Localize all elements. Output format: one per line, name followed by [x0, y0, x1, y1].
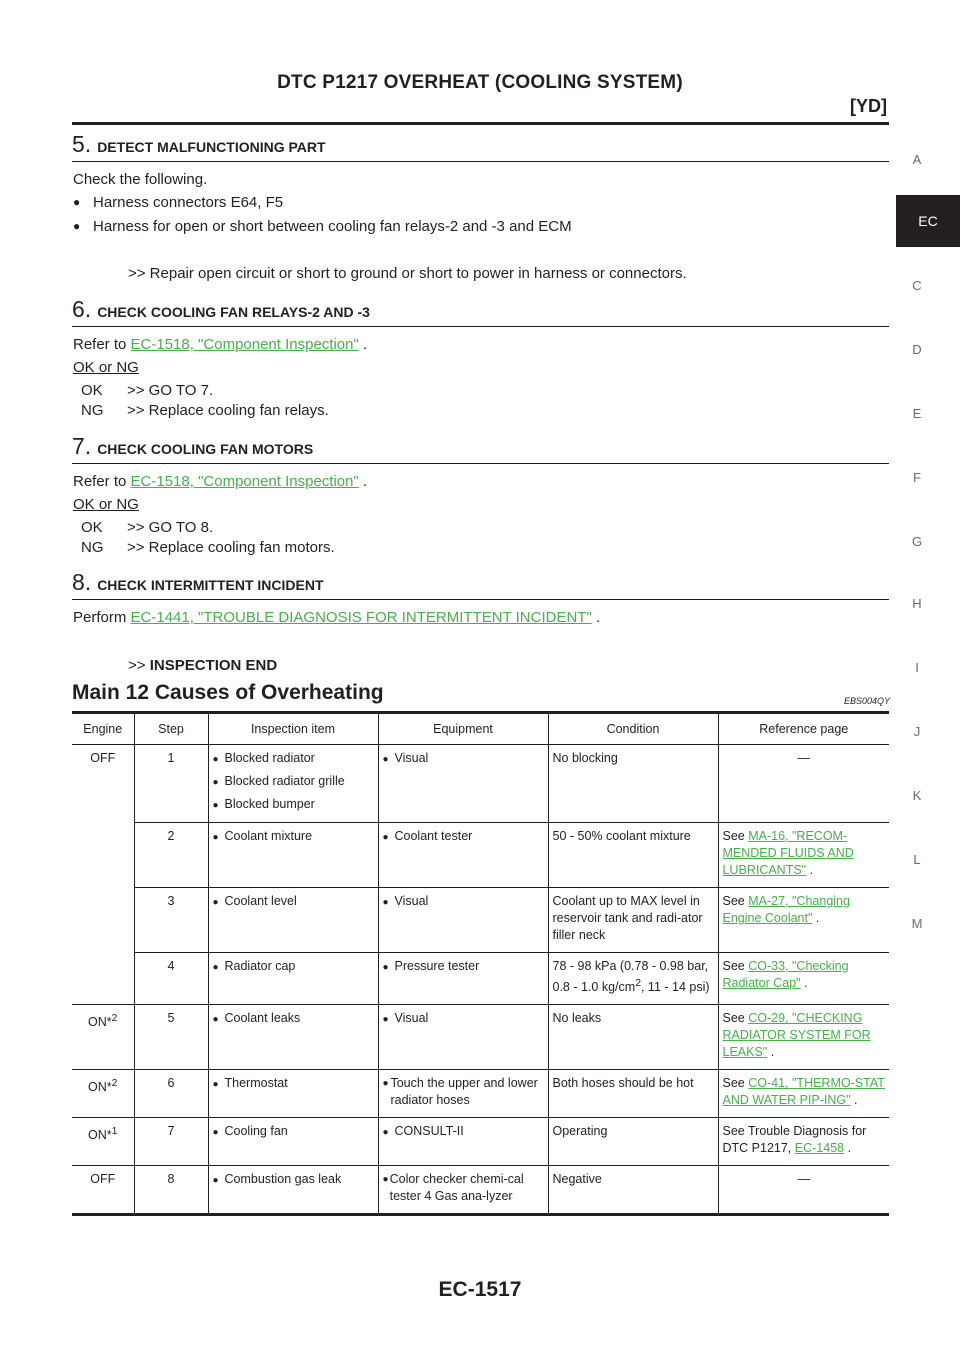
- bullet-icon: ●: [382, 1127, 389, 1139]
- step-7-ng-result: NG >> Replace cooling fan motors.: [81, 539, 335, 556]
- engine-cell: ON*$^2$: [72, 1005, 134, 1070]
- bullet-icon: ●: [212, 1127, 219, 1139]
- step-8-rule: [72, 599, 889, 600]
- step-5-heading: 5. DETECT MALFUNCTIONING PART: [72, 131, 326, 157]
- step-5-result: >> Repair open circuit or short to ground or short to power in harness or connectors.: [128, 265, 687, 282]
- bullet-icon: ●: [212, 1175, 219, 1187]
- step-7-ok-result: OK >> GO TO 8.: [81, 519, 214, 536]
- bullet-icon: ●: [382, 754, 389, 765]
- step-6-ng-result: NG >> Replace cooling fan relays.: [81, 402, 329, 419]
- link-ma-27[interactable]: MA-27, "Changing Engine Coolant": [722, 894, 850, 925]
- bullet-icon: ●: [212, 962, 219, 973]
- col-inspection-item: Inspection item: [208, 714, 378, 745]
- step-7-refer: Refer to EC-1518, "Component Inspection" .: [73, 473, 368, 490]
- link-ma-16[interactable]: MA-16, "RECOM-MENDED FLUIDS AND LUBRICANTS": [722, 829, 854, 877]
- step-6-rule: [72, 326, 889, 327]
- table-header-row: [72, 714, 889, 745]
- step-8-heading: 8. CHECK INTERMITTENT INCIDENT: [72, 569, 324, 595]
- table-row: 2 ● Coolant mixture ● Coolant tester 50 - 50% coolant mixture See MA-16, "RECOM-MENDED FLUIDS AND LUBRICANTS" .: [72, 823, 889, 888]
- bullet-icon: ●: [73, 195, 81, 209]
- step-6-heading: 6. CHECK COOLING FAN RELAYS-2 AND -3: [72, 296, 370, 322]
- side-index-j[interactable]: J: [913, 724, 921, 739]
- link-ec-1518-relays[interactable]: EC-1518, "Component Inspection": [130, 336, 359, 353]
- link-ec-1518-motors[interactable]: EC-1518, "Component Inspection": [130, 473, 359, 490]
- side-index-a[interactable]: A: [912, 152, 922, 167]
- side-index-g[interactable]: G: [911, 534, 923, 549]
- table-row: ON*$^2$ 6 ● Thermostat ● Touch the upper and lower radiator hoses Both hoses should be hot See CO-41, "THERMO-STAT AND WATER PIP-ING" .: [72, 1070, 889, 1118]
- col-engine: Engine: [72, 714, 134, 745]
- table-row: 4 ● Radiator cap ● Pressure tester 78 - 98 kPa (0.78 - 0.98 bar, 0.8 - 1.0 $kg/cm^2$, 11 - 14 psi) See CO-33, "Checking Radiator Cap" .: [72, 953, 889, 1005]
- link-ec-1458[interactable]: EC-1458: [794, 1141, 845, 1156]
- step-6-ok-or-ng: OK or NG: [73, 359, 139, 376]
- side-index-h[interactable]: H: [912, 596, 922, 611]
- page-header-title: DTC P1217 OVERHEAT (COOLING SYSTEM): [277, 72, 683, 93]
- bullet-icon: ●: [212, 832, 219, 843]
- step-8-result: >> INSPECTION END: [128, 657, 278, 674]
- bullet-icon: ●: [73, 219, 81, 233]
- step-7-rule: [72, 463, 889, 464]
- step-5-bullet-1: ● Harness connectors E64, F5: [73, 194, 284, 211]
- side-index-d[interactable]: D: [912, 342, 922, 357]
- bullet-icon: ●: [382, 1174, 389, 1186]
- bullet-icon: ●: [212, 777, 219, 788]
- side-index-m[interactable]: M: [911, 916, 923, 931]
- engine-cell: OFF: [90, 1172, 116, 1187]
- step-7-heading: 7. CHECK COOLING FAN MOTORS: [72, 433, 314, 459]
- step-6-ok-result: OK >> GO TO 7.: [81, 382, 214, 399]
- bullet-icon: ●: [212, 754, 219, 765]
- table-row: ON*$^2$ 5 ● Coolant leaks ● Visual No leaks See CO-29, "CHECKING RADIATOR SYSTEM FOR LEAKS" .: [72, 1005, 889, 1070]
- step-6-refer: Refer to EC-1518, "Component Inspection" .: [73, 336, 368, 353]
- bullet-icon: ●: [212, 897, 219, 908]
- bullet-icon: ●: [212, 1079, 219, 1091]
- bullet-icon: ●: [382, 962, 389, 973]
- table-row: ON*$^1$ 7 ● Cooling fan ● CONSULT-II Operating See Trouble Diagnosis for DTC P1217, EC-1458 .: [72, 1118, 889, 1166]
- table-row: OFF 8 ● Combustion gas leak ● Color checker chemi-cal tester 4 Gas ana-lyzer Negative —: [72, 1166, 889, 1215]
- step-5-rule: [72, 161, 889, 162]
- bullet-icon: ●: [382, 832, 389, 843]
- link-co-29[interactable]: CO-29, "CHECKING RADIATOR SYSTEM FOR LEAKS": [722, 1011, 871, 1060]
- col-step: Step: [134, 714, 208, 745]
- step-5-bullet-2: ● Harness for open or short between cooling fan relays-2 and -3 and ECM: [73, 218, 572, 235]
- bullet-icon: ●: [382, 1078, 389, 1090]
- bullet-icon: ●: [212, 800, 219, 811]
- side-index-ec-active[interactable]: EC: [896, 195, 960, 247]
- link-ec-1441[interactable]: EC-1441, "TROUBLE DIAGNOSIS FOR INTERMITTENT INCIDENT": [130, 609, 592, 626]
- col-condition: Condition: [548, 714, 718, 745]
- bullet-icon: ●: [382, 897, 389, 908]
- main-section-code: EBS004QY: [843, 696, 890, 706]
- side-index-i[interactable]: I: [915, 660, 919, 675]
- page-header-code: [YD]: [850, 96, 887, 116]
- side-index-c[interactable]: C: [912, 278, 922, 293]
- table-row: 3 ● Coolant level ● Visual Coolant up to MAX level in reservoir tank and radi-ator filler neck See MA-27, "Changing Engine Coolant" .: [72, 888, 889, 953]
- table-row: OFF 1 ● Blocked radiator ● Blocked radiator grille ● Blocked bumper ● Visual No blocking —: [72, 745, 889, 823]
- side-index-k[interactable]: K: [912, 788, 922, 803]
- step-5-intro: Check the following.: [73, 171, 208, 188]
- link-co-33[interactable]: CO-33, "Checking Radiator Cap": [722, 959, 849, 990]
- side-index-l[interactable]: L: [913, 852, 921, 867]
- step-7-ok-or-ng: OK or NG: [73, 496, 139, 513]
- side-index-f[interactable]: F: [913, 470, 921, 485]
- col-reference-page: Reference page: [718, 714, 889, 745]
- step-8-perform: Perform EC-1441, "TROUBLE DIAGNOSIS FOR INTERMITTENT INCIDENT" .: [73, 609, 601, 626]
- engine-cell: ON*$^1$: [72, 1118, 134, 1166]
- engine-cell: ON*$^2$: [72, 1070, 134, 1118]
- link-co-41[interactable]: CO-41, "THERMO-STAT AND WATER PIP-ING": [722, 1076, 885, 1108]
- main-section-title: Main 12 Causes of Overheating: [72, 681, 384, 704]
- side-index-e[interactable]: E: [912, 406, 922, 421]
- bullet-icon: ●: [212, 1014, 219, 1026]
- engine-cell: OFF: [72, 745, 134, 1005]
- overheating-causes-table: [72, 714, 889, 1216]
- header-rule: [72, 122, 889, 125]
- page-number: EC-1517: [438, 1278, 522, 1301]
- col-equipment: Equipment: [378, 714, 548, 745]
- bullet-icon: ●: [382, 1014, 389, 1026]
